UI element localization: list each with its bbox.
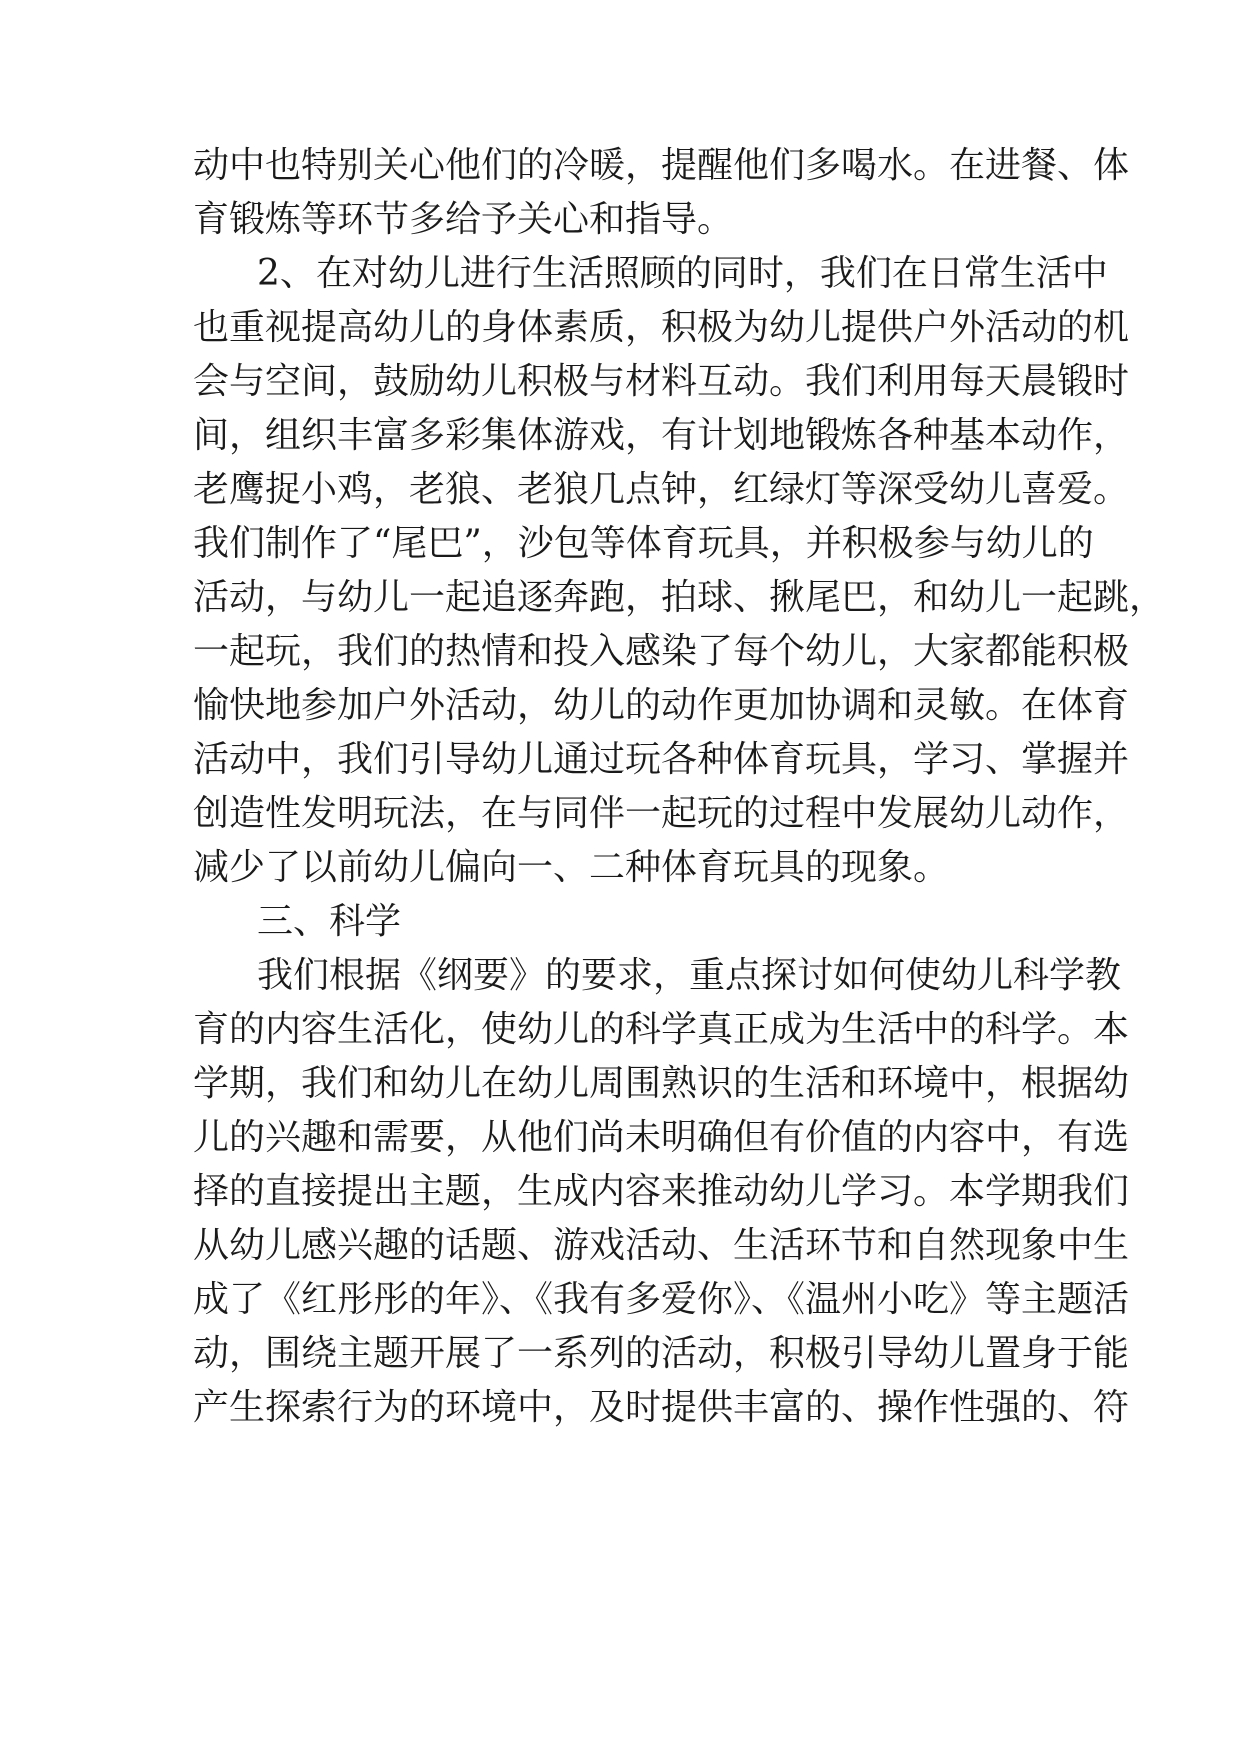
- text-line: 育的内容生活化，使幼儿的科学真正成为生活中的科学。本: [193, 1009, 1130, 1050]
- text-line: 我们制作了“尾巴”，沙包等体育玩具，并积极参与幼儿的: [193, 523, 1094, 564]
- text-line: 愉快地参加户外活动，幼儿的动作更加协调和灵敏。在体育: [193, 685, 1130, 726]
- text-line: 择的直接提出主题，生成内容来推动幼儿学习。本学期我们: [193, 1171, 1130, 1212]
- text-line: 从幼儿感兴趣的话题、游戏活动、生活环节和自然现象中生: [193, 1225, 1130, 1266]
- text-line: 一起玩，我们的热情和投入感染了每个幼儿，大家都能积极: [193, 631, 1130, 672]
- section-heading: 三、科学: [257, 901, 402, 942]
- text-line: 产生探索行为的环境中，及时提供丰富的、操作性强的、符: [193, 1387, 1130, 1428]
- text-line: 活动中，我们引导幼儿通过玩各种体育玩具，学习、掌握并: [193, 739, 1130, 780]
- text-line: 动，围绕主题开展了一系列的活动，积极引导幼儿置身于能: [193, 1333, 1130, 1374]
- text-line: 活动，与幼儿一起追逐奔跑，拍球、揪尾巴，和幼儿一起跳，: [193, 577, 1166, 618]
- text-line: 也重视提高幼儿的身体素质，积极为幼儿提供户外活动的机: [193, 307, 1130, 348]
- text-line: 学期，我们和幼儿在幼儿周围熟识的生活和环境中，根据幼: [193, 1063, 1130, 1104]
- text-line: 育锻炼等环节多给予关心和指导。: [193, 199, 734, 240]
- text-line: 动中也特别关心他们的冷暖，提醒他们多喝水。在进餐、体: [193, 145, 1130, 186]
- text-line: 创造性发明玩法，在与同伴一起玩的过程中发展幼儿动作，: [193, 793, 1130, 834]
- paragraph-start-line: 2、在对幼儿进行生活照顾的同时，我们在日常生活中: [257, 253, 1108, 294]
- text-line: 成了《红彤彤的年》、《我有多爱你》、《温州小吃》等主题活: [193, 1279, 1130, 1320]
- text-line: 儿的兴趣和需要，从他们尚未明确但有价值的内容中，有选: [193, 1117, 1130, 1158]
- text-line: 老鹰捉小鸡，老狼、老狼几点钟，红绿灯等深受幼儿喜爱。: [193, 469, 1130, 510]
- text-line: 会与空间，鼓励幼儿积极与材料互动。我们利用每天晨锻时: [193, 361, 1130, 402]
- text-line: 间，组织丰富多彩集体游戏，有计划地锻炼各种基本动作，: [193, 415, 1130, 456]
- text-line: 减少了以前幼儿偏向一、二种体育玩具的现象。: [193, 847, 950, 888]
- paragraph-start-line: 我们根据《纲要》的要求，重点探讨如何使幼儿科学教: [257, 955, 1122, 996]
